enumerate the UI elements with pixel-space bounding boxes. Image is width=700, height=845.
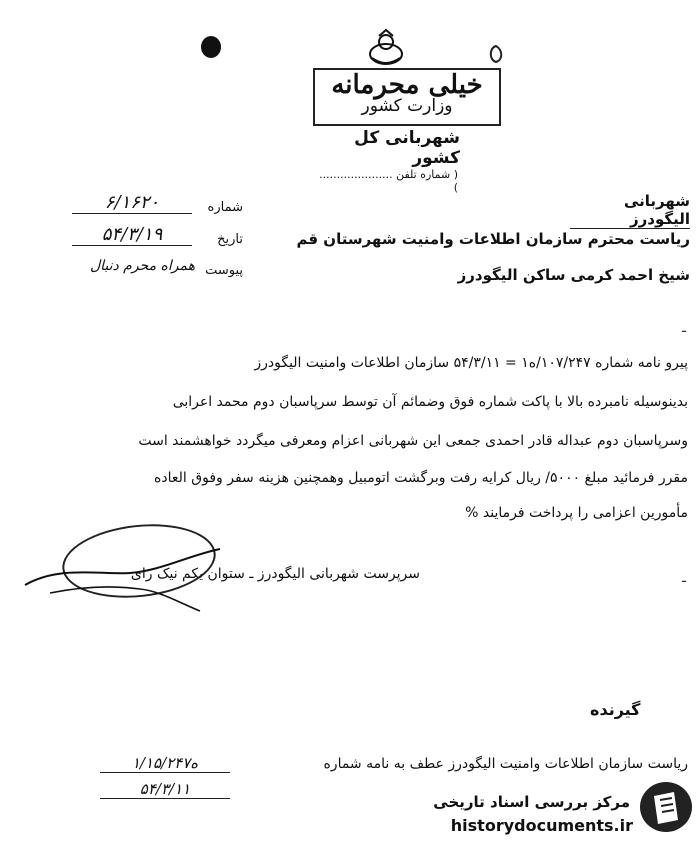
margin-mark: ـ [682, 320, 687, 336]
number-value: ۶/۱۶۲۰ [72, 192, 192, 214]
date-value: ۵۴/۳/۱۹ [72, 224, 192, 246]
sender-office: شهربانی الیگودرز [570, 192, 690, 229]
archive-url: historydocuments.ir [450, 816, 633, 835]
subject-line: شیخ احمد کرمی ساکن الیگودرز [457, 266, 690, 284]
body-line-5: مأمورین اعزامی را پرداخت فرمایند % [465, 505, 688, 521]
punch-hole-mark [201, 36, 221, 58]
number-label: شماره [207, 200, 243, 215]
ministry-name: وزارت کشور [361, 96, 453, 116]
department-name: شهربانی کل کشور [354, 128, 460, 168]
classification-stamp [313, 68, 501, 126]
body-line-4: مقرر فرمائید مبلغ ۵۰۰۰/ ریال کرایه رفت وبرگشت اتومبیل وهمچنین هزینه سفر وفوق العاده [154, 470, 688, 486]
signature-caption: سرپرست شهربانی الیگودرز ـ ستوان یکم نیک رای [130, 566, 420, 582]
reference-number: ه۱/۱۵/۲۴۷ [100, 754, 230, 773]
body-line-3: وسرپاسبان دوم عبداله قادر احمدی جمعی این شهربانی اعزام ومعرفی میگردد خواهشمند است [138, 433, 688, 449]
reference-date: ۵۴/۳/۱۱ [100, 780, 230, 799]
attachment-label: پیوست [205, 263, 243, 278]
body-line-2: بدینوسیله نامبرده بالا با پاکت شماره فوق وضمائم آن توسط سرپاسبان دوم محمد اعرابی [172, 394, 688, 410]
archive-name: مرکز بررسی اسناد تاریخی [433, 793, 630, 811]
attachment-value: همراه محرم دنبال [89, 258, 195, 274]
recipients-line: ریاست سازمان اطلاعات وامنیت الیگودرز عطف به نامه شماره [323, 756, 688, 772]
classification-stamp-text: خیلی محرمانه [331, 70, 483, 100]
margin-mark: ـ [682, 570, 687, 586]
body-line-1: پیرو نامه شماره ۱۰۷/۲۴۷/ه۱ = ۵۴/۳/۱۱ سازمان اطلاعات وامنیت الیگودرز [254, 355, 688, 371]
phone-label: ( شماره تلفن ..................... ) [319, 168, 458, 194]
lion-and-sun-emblem-icon [362, 28, 410, 68]
archive-logo-icon [640, 782, 692, 832]
recipient-office: ریاست محترم سازمان اطلاعات وامنیت شهرستان قم [296, 230, 690, 248]
recipients-heading: گیرنده [590, 700, 641, 719]
date-label: تاریخ [217, 232, 243, 247]
handwritten-mark-icon [485, 42, 507, 68]
